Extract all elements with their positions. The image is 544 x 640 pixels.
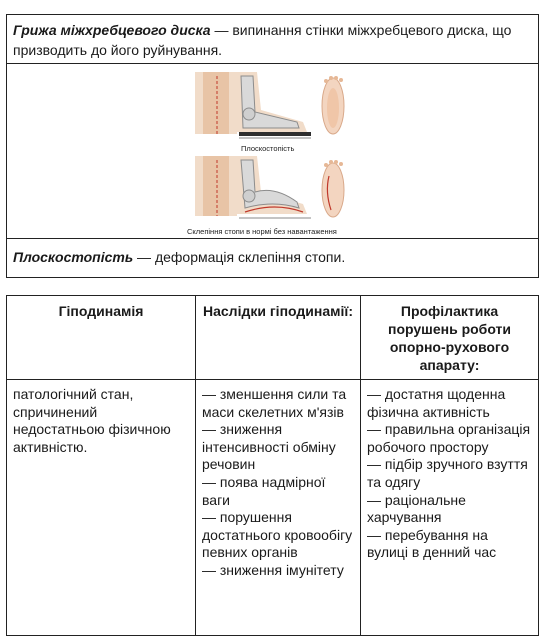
cell-definition: патологічний стан, спричинений недостатньою фізичною активністю. <box>13 386 171 455</box>
cell-prevention <box>367 386 532 562</box>
list-item: — перебування на вулиці в денний час <box>367 526 497 561</box>
list-item: — підбір зручного взуття та одягу <box>367 456 528 490</box>
flatfoot-illustration <box>195 72 365 142</box>
hypodynamia-table <box>6 295 539 636</box>
list-item: — порушення достатнього кровообігу певних органів <box>202 509 353 561</box>
list-item: — достатня щоденна фізична активність <box>367 386 506 420</box>
list-item: — зниження імунітету <box>202 561 344 578</box>
header-consequences: Наслідки гіподинамії: <box>203 303 353 319</box>
flatfoot-term: Плоскостопість <box>13 249 134 265</box>
header-divider <box>7 379 538 380</box>
caption-normal-arch: Склепіння стопи в нормі без навантаження <box>187 227 337 236</box>
hernia-term: Грижа міжхребцевого диска <box>13 22 211 38</box>
list-item: — раціональне харчування <box>367 491 466 526</box>
column-prevention <box>361 296 538 635</box>
caption-flatfoot: Плоскостопість <box>241 144 295 153</box>
hernia-definition <box>7 15 538 64</box>
list-item: — правильна організація робочого простору <box>367 421 531 455</box>
flatfoot-text: — деформація склепіння стопи. <box>133 249 346 265</box>
normal-arch-illustration <box>195 156 365 226</box>
header-prevention: Профілактика порушень роботи опорно-рухового апарату: <box>388 303 511 373</box>
column-consequences <box>196 296 361 635</box>
header-hypodynamia: Гіподинамія <box>58 303 144 319</box>
list-item: — зменшення сили та маси скелетних м'язів <box>202 386 347 420</box>
list-item: — зниження інтенсивності обміну речовин <box>202 421 336 473</box>
flatfoot-definition <box>7 239 538 277</box>
definitions-table <box>6 14 539 278</box>
hernia-text: — випинання стінки міжхребцевого диска, що призводить до його руйнування. <box>13 22 512 58</box>
column-hypodynamia <box>7 296 196 635</box>
list-item: — поява надмірної ваги <box>202 473 326 508</box>
flatfoot-figure <box>7 64 538 239</box>
cell-consequences <box>202 386 354 580</box>
